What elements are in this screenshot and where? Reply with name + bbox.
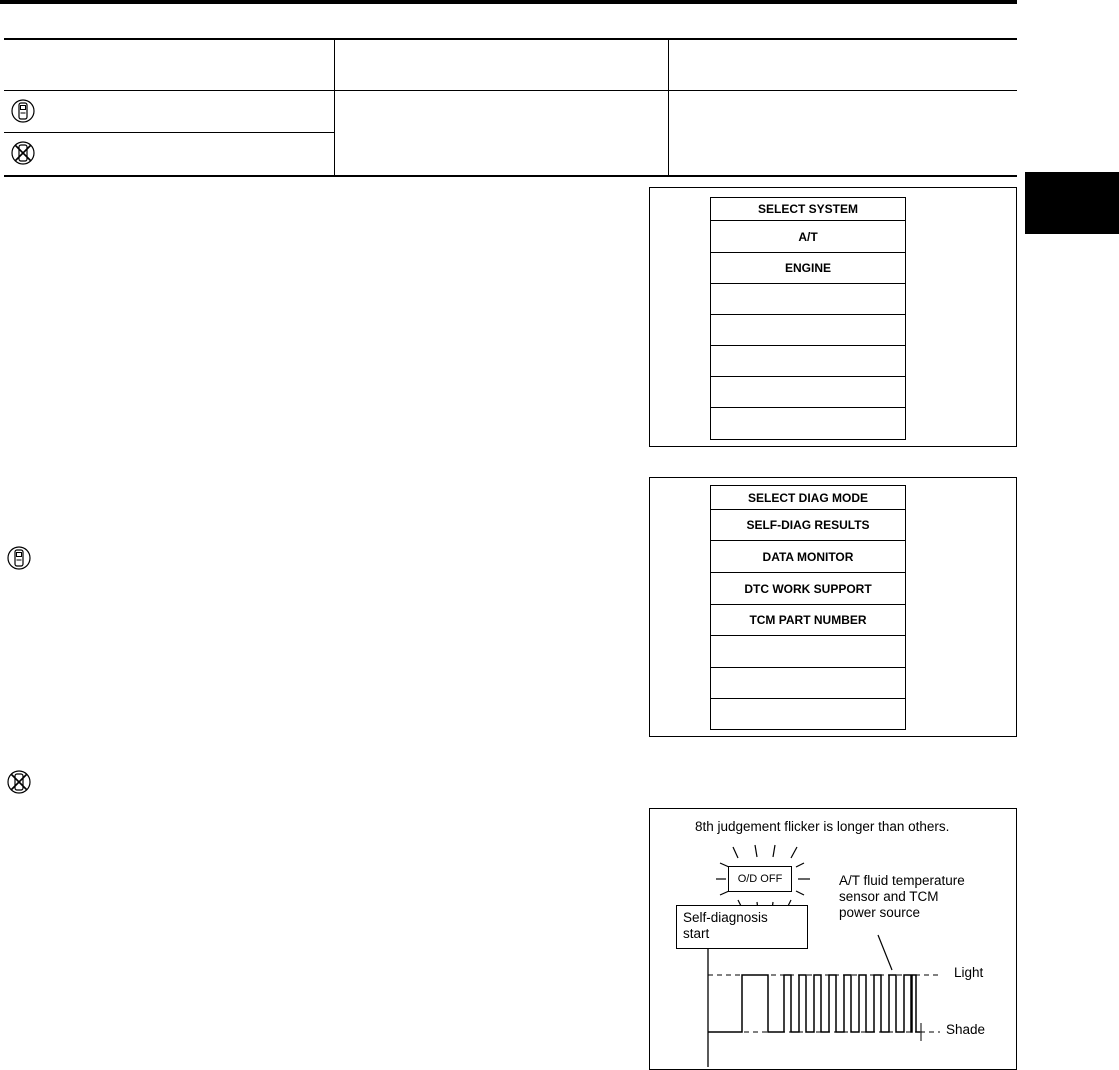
park-switch-icon [8,96,38,126]
menu-item-empty [711,376,905,407]
select-system-figure [649,187,1017,447]
menu-item-empty [711,698,905,730]
table-column-divider [334,40,335,176]
crossed-circle-icon [8,138,38,168]
top-rule [0,0,1017,4]
select-diag-mode-figure [649,477,1017,737]
shade-label: Shade [946,1022,986,1037]
park-switch-icon [4,543,34,573]
menu-item-empty [711,635,905,667]
select-diag-mode-menu [710,485,906,730]
self-diagnosis-start-label [676,905,808,949]
menu-item-empty [711,314,905,345]
callout-line-1: A/T fluid temperature [839,873,965,888]
self-diagnosis-figure [649,808,1017,1070]
select-system-menu [710,197,906,440]
section-tab [1025,172,1119,234]
table-row-divider [4,132,334,133]
menu-item-empty [711,407,905,440]
callout-text [839,873,965,921]
table-header-rule [4,90,1017,91]
light-label: Light [954,965,984,980]
menu-title: SELECT DIAG MODE [747,490,868,505]
menu-item-empty [711,667,905,698]
table-header-2 [342,40,662,90]
table-header-3 [676,40,1006,90]
od-off-indicator: O/D OFF [728,866,792,892]
table-bottom-rule [4,175,1017,177]
menu-item-data-monitor[interactable]: DATA MONITOR [711,540,905,572]
callout-line-3: power source [839,905,921,920]
menu-item-dtc-work-support[interactable]: DTC WORK SUPPORT [711,572,905,604]
crossed-circle-icon [4,767,34,797]
menu-item-empty [711,283,905,314]
menu-item-tcm-part-number[interactable]: TCM PART NUMBER [711,604,905,635]
menu-item-self-diag-results[interactable]: SELF-DIAG RESULTS [711,509,905,540]
figure-caption: 8th judgement flicker is longer than others. [695,819,950,834]
callout-line-2: sensor and TCM [839,889,939,904]
start-label-line-2: start [683,926,710,941]
table-header-1 [12,40,332,90]
menu-item-engine[interactable]: ENGINE [711,252,905,283]
table-column-divider [668,40,669,176]
menu-item-a-t[interactable]: A/T [711,220,905,252]
menu-item-empty [711,345,905,376]
menu-title: SELECT SYSTEM [757,202,858,216]
start-label-line-1: Self-diagnosis [683,910,768,925]
